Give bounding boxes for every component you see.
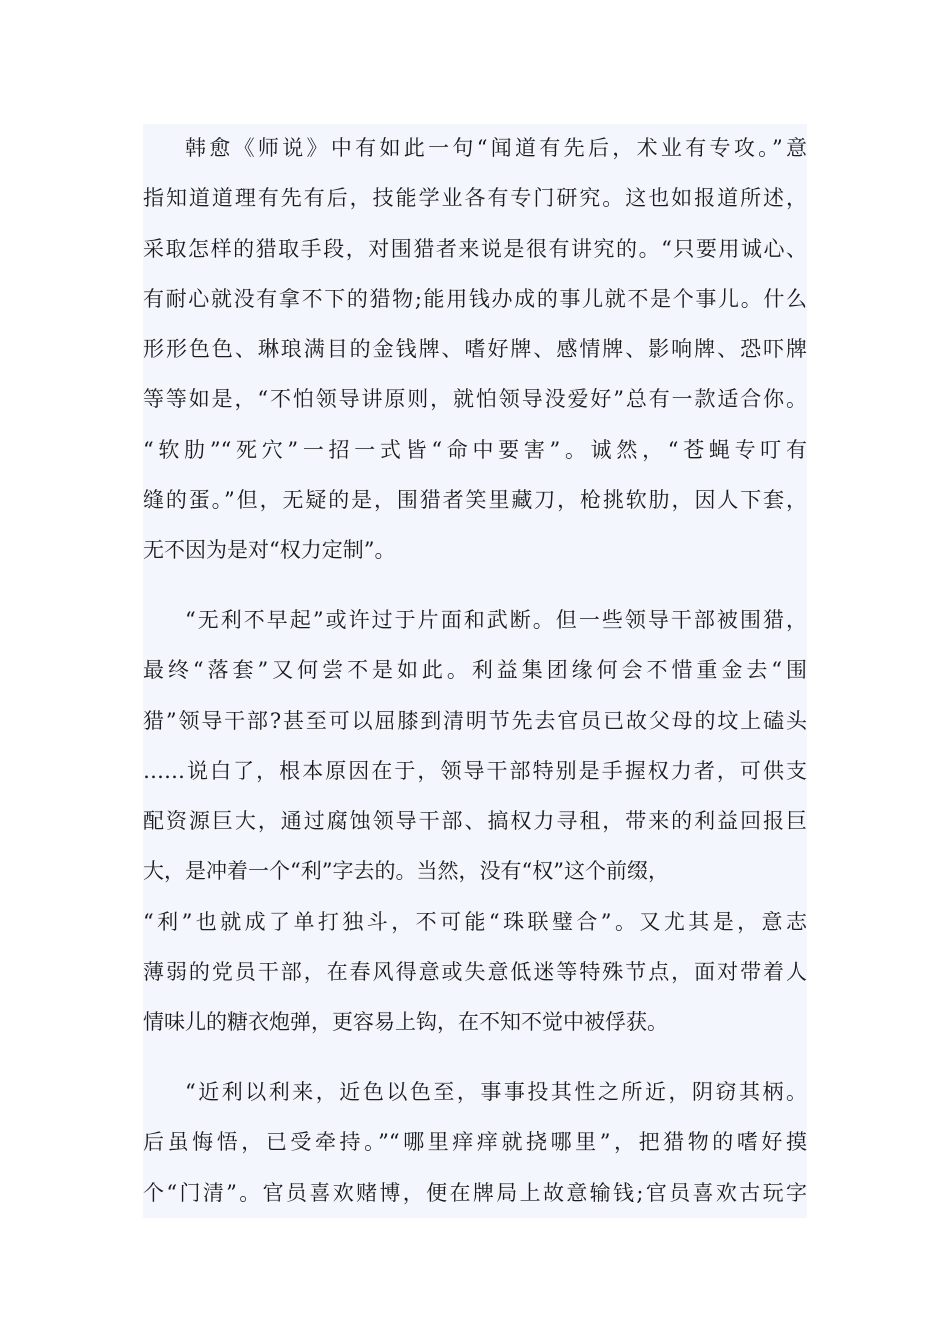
paragraph-line: 个“门清”。官员喜欢赌博，便在牌局上故意输钱;官员喜欢古玩字: [143, 1180, 807, 1205]
paragraph-line: “无利不早起”或许过于片面和武断。但一些领导干部被围猎，: [185, 608, 807, 632]
paragraph-line: ……说白了，根本原因在于，领导干部特别是手握权力者，可供支: [143, 758, 807, 783]
paragraph-line: 情味儿的糖衣炮弹，更容易上钩，在不知不觉中被俘获。: [143, 1010, 668, 1035]
paragraph-line: 形形色色、琳琅满目的金钱牌、嗜好牌、感情牌、影响牌、恐吓牌: [143, 337, 807, 362]
paragraph-line: 配资源巨大，通过腐蚀领导干部、搞权力寻租，带来的利益回报巨: [143, 809, 807, 834]
paragraph-line: 猎”领导干部?甚至可以屈膝到清明节先去官员已故父母的坟上磕头: [143, 708, 807, 733]
paragraph-line: 韩愈《师说》中有如此一句“闻道有先后，术业有专攻。”意: [185, 136, 807, 160]
paragraph-line: “利”也就成了单打独斗，不可能“珠联璧合”。又尤其是，意志: [143, 909, 807, 934]
paragraph-line: 无不因为是对“权力定制”。: [143, 538, 396, 563]
paragraph-line: “软肋”“死穴”一招一式皆“命中要害”。诚然，“苍蝇专叮有: [143, 437, 807, 462]
paragraph-1: [143, 136, 807, 563]
paragraph-line: 缝的蛋。”但，无疑的是，围猎者笑里藏刀，枪挑软肋，因人下套，: [143, 488, 807, 513]
paragraph-line: 指知道道理有先有后，技能学业各有专门研究。这也如报道所述，: [143, 186, 807, 211]
paragraph-2: [143, 608, 807, 1035]
paragraph-3: [143, 1080, 807, 1206]
paragraph-line: “近利以利来，近色以色至，事事投其性之所近，阴窃其柄。: [185, 1080, 807, 1104]
paragraph-line: 采取怎样的猎取手段，对围猎者来说是很有讲究的。“只要用诚心、: [143, 236, 807, 261]
article-body: [143, 124, 807, 1218]
paragraph-line: 薄弱的党员干部，在春风得意或失意低迷等特殊节点，面对带着人: [143, 960, 807, 985]
paragraph-line: 后虽悔悟，已受牵持。”“哪里痒痒就挠哪里”，把猎物的嗜好摸: [143, 1130, 807, 1155]
paragraph-line: 最终“落套”又何尝不是如此。利益集团缘何会不惜重金去“围: [143, 658, 807, 683]
paragraph-line: 大，是冲着一个“利”字去的。当然，没有“权”这个前缀，: [143, 859, 669, 884]
paragraph-line: 有耐心就没有拿不下的猎物;能用钱办成的事儿就不是个事儿。什么: [143, 286, 807, 311]
paragraph-line: 等等如是，“不怕领导讲原则，就怕领导没爱好”总有一款适合你。: [143, 387, 807, 412]
